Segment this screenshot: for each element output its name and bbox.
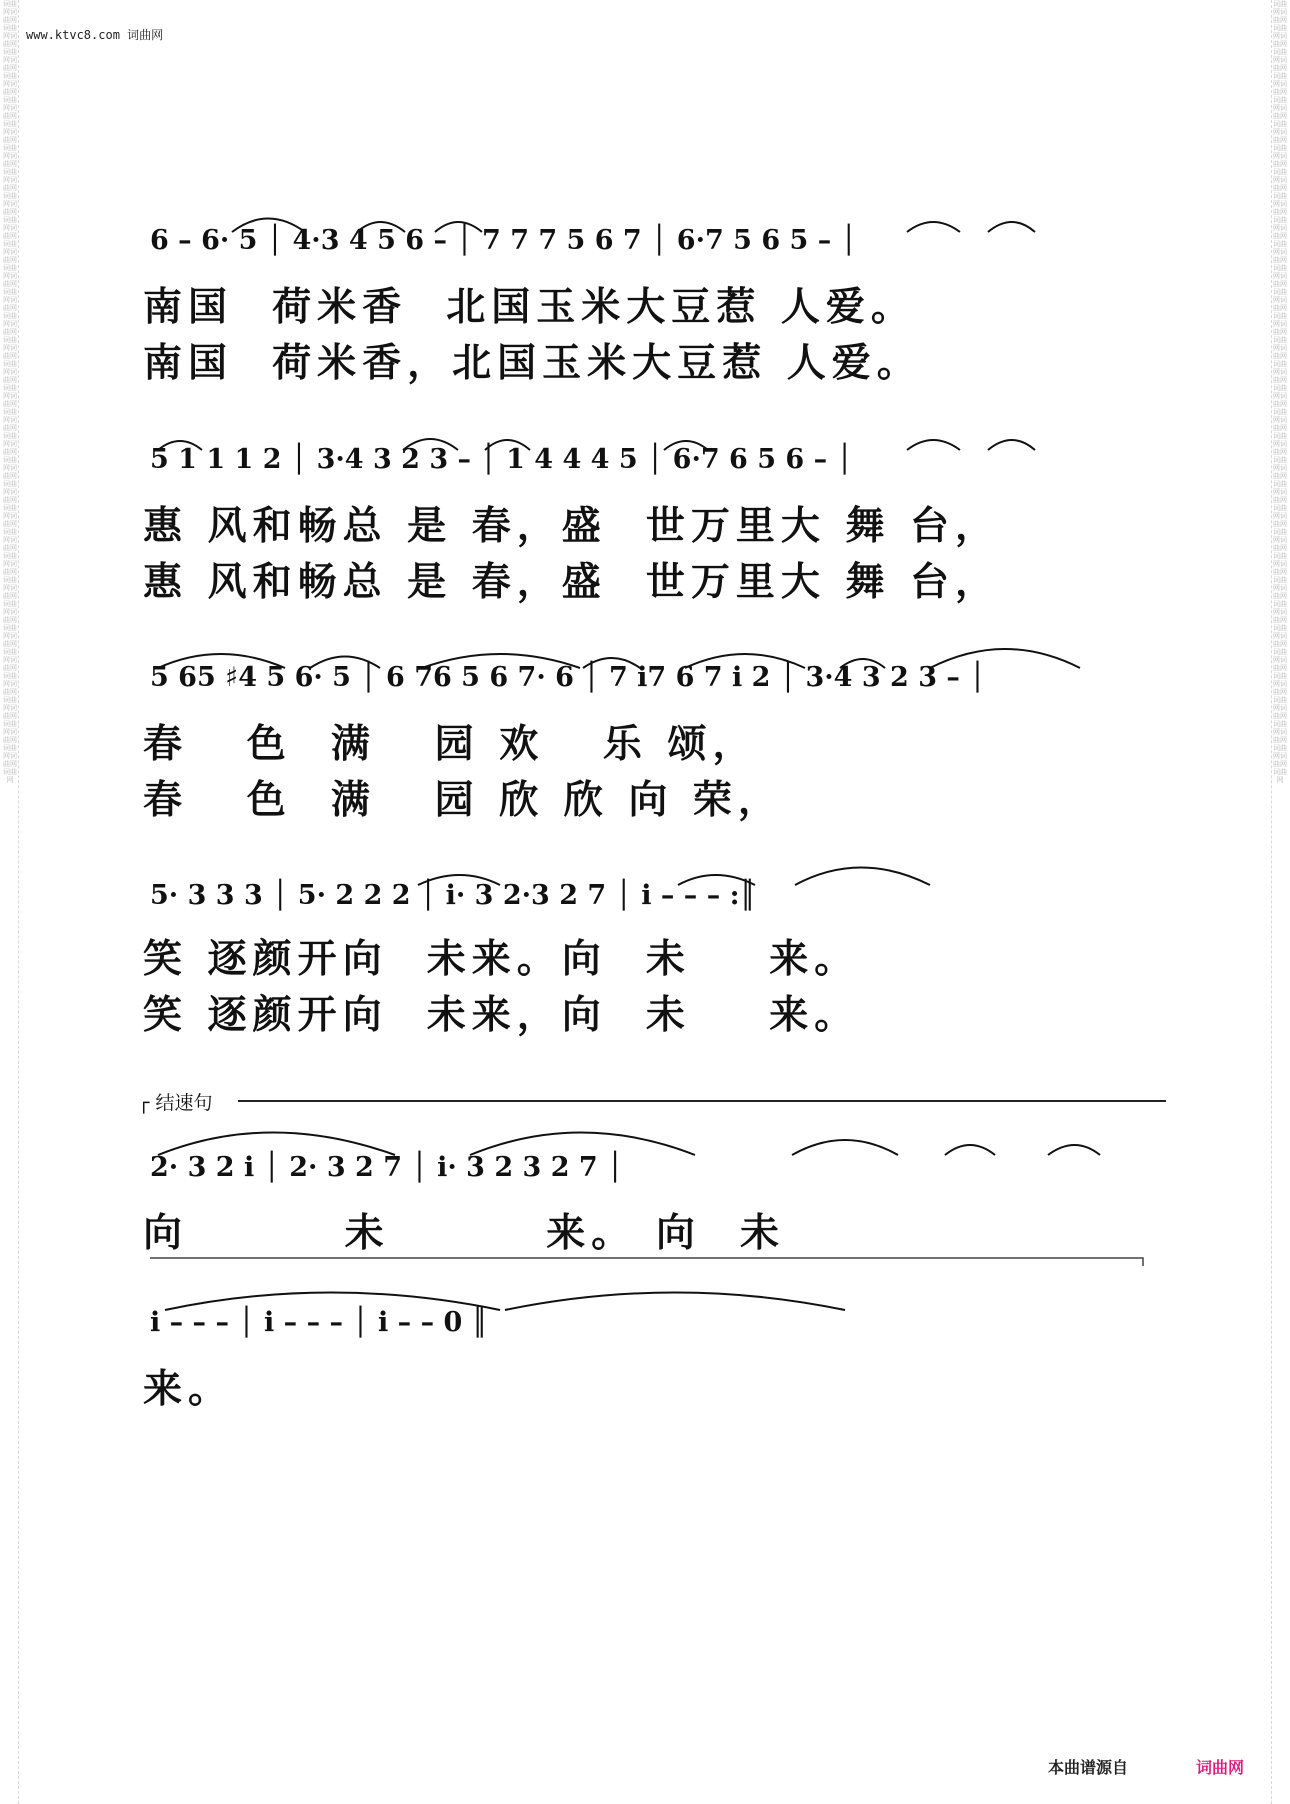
notation-line-2: 5 1 1 1 2 │ 3·4 3 2 3 – │ 1 4 4 4 5 │ 6·7 6 5 6 – │ [150, 444, 853, 475]
slur-5-1 [158, 1133, 395, 1156]
slur-1-2 [357, 222, 405, 232]
notation-line-1: 6 – 6· 5 │ 4·3 4 5 6 – │ 7 7 7 5 6 7 │ 6·7 5 6 5 – │ [150, 225, 857, 256]
slur-2-6 [988, 440, 1035, 450]
lyric-line-1a: 南国 荷米香 北国玉米大豆惹 人爱。 [143, 285, 916, 330]
slur-4-2 [678, 875, 755, 885]
slur-2-3 [485, 440, 530, 450]
notation-line-3: 5 65 ♯4 5 6· 5 │ 6 76 5 6 7· 6 │ 7 i7 6 7 i 2 │ 3·4 3 2 3 – │ [150, 662, 986, 693]
lyric-line-6: 来。 [143, 1367, 234, 1412]
coda-end-bracket [150, 1258, 1143, 1266]
footer-site-link[interactable]: 词曲网 [1196, 1758, 1245, 1777]
left-watermark-strip: 词曲网词曲网词曲网词曲网词曲网词曲网词曲网词曲网词曲网词曲网词曲网词曲网词曲网词曲网词曲网词曲网词曲网词曲网词曲网词曲网词曲网词曲网词曲网词曲网词曲网词曲网词曲网词曲网词曲网词曲网词曲网词曲网词曲网词曲网词曲网词曲网词曲网词曲网词曲网词曲网词曲网词曲网词曲网词曲网词曲网词曲网词曲网词曲网词曲网词曲网词曲网词曲网词曲网词曲网词曲网词曲网词曲网词曲网词曲网词曲网词曲网词曲网词曲网词曲网词曲网 [2, 0, 19, 1804]
lyric-line-4a: 笑 逐颜开向 未来。向 未 来。 [143, 937, 860, 982]
lyric-line-3b: 春 色 满 园 欣 欣 向 荣， [143, 778, 783, 823]
slur-3-4 [583, 658, 640, 668]
notation-line-6: i – – – │ i – – – │ i – – 0 ║ [150, 1307, 488, 1338]
lyric-line-4b: 笑 逐颜开向 未来，向 未 来。 [143, 993, 860, 1038]
slur-4-1 [418, 875, 500, 885]
slur-3-3 [422, 654, 580, 668]
slur-1-5 [988, 222, 1035, 232]
slur-5-2 [470, 1133, 695, 1156]
slur-2-5 [907, 440, 960, 450]
right-watermark-strip: 词曲网词曲网词曲网词曲网词曲网词曲网词曲网词曲网词曲网词曲网词曲网词曲网词曲网词曲网词曲网词曲网词曲网词曲网词曲网词曲网词曲网词曲网词曲网词曲网词曲网词曲网词曲网词曲网词曲网词曲网词曲网词曲网词曲网词曲网词曲网词曲网词曲网词曲网词曲网词曲网词曲网词曲网词曲网词曲网词曲网词曲网词曲网词曲网词曲网词曲网词曲网词曲网词曲网词曲网词曲网词曲网词曲网词曲网词曲网词曲网词曲网词曲网词曲网词曲网词曲网 [1271, 0, 1288, 1804]
coda-label-text: 结速句 [155, 1092, 213, 1114]
slur-3-1 [158, 654, 285, 668]
lyric-line-2b: 惠 风和畅总 是 春，盛 世万里大 舞 台， [143, 560, 1001, 605]
slur-3-6 [840, 659, 885, 668]
footer-source-label: 本曲谱源自 [1048, 1758, 1129, 1777]
slur-6-2 [505, 1293, 845, 1311]
notation-line-4: 5· 3 3 3 │ 5· 2 2 2 │ i· 3 2·3 2 7 │ i – – – :║ [150, 880, 756, 911]
coda-label: ┌ 结速句 [138, 1092, 213, 1114]
slur-2-2 [403, 439, 458, 450]
slur-1-1 [232, 219, 305, 233]
slur-2-4 [664, 441, 708, 450]
slur-4-3 [795, 868, 930, 886]
slur-3-5 [685, 654, 805, 668]
site-header: www.ktvc8.com 词曲网 [26, 28, 164, 42]
slur-3-7 [930, 649, 1080, 668]
slur-6-1 [165, 1293, 500, 1311]
slur-5-4 [945, 1145, 995, 1155]
slur-5-5 [1048, 1145, 1100, 1155]
slur-5-3 [792, 1140, 898, 1155]
lyric-line-1b: 南国 荷米香，北国玉米大豆惹 人爱。 [143, 341, 922, 386]
lyric-line-5: 向 未 来。 向 未 [143, 1211, 785, 1256]
slur-1-4 [907, 222, 960, 232]
notation-line-5: 2· 3 2 i │ 2· 3 2 7 │ i· 3 2 3 2 7 │ [150, 1152, 624, 1183]
slur-2-1 [158, 441, 202, 450]
lyric-line-3a: 春 色 满 园 欢 乐 颂， [143, 722, 758, 767]
slur-3-2 [310, 657, 380, 669]
lyric-line-2a: 惠 风和畅总 是 春，盛 世万里大 舞 台， [143, 504, 1001, 549]
slur-1-3 [435, 222, 482, 232]
